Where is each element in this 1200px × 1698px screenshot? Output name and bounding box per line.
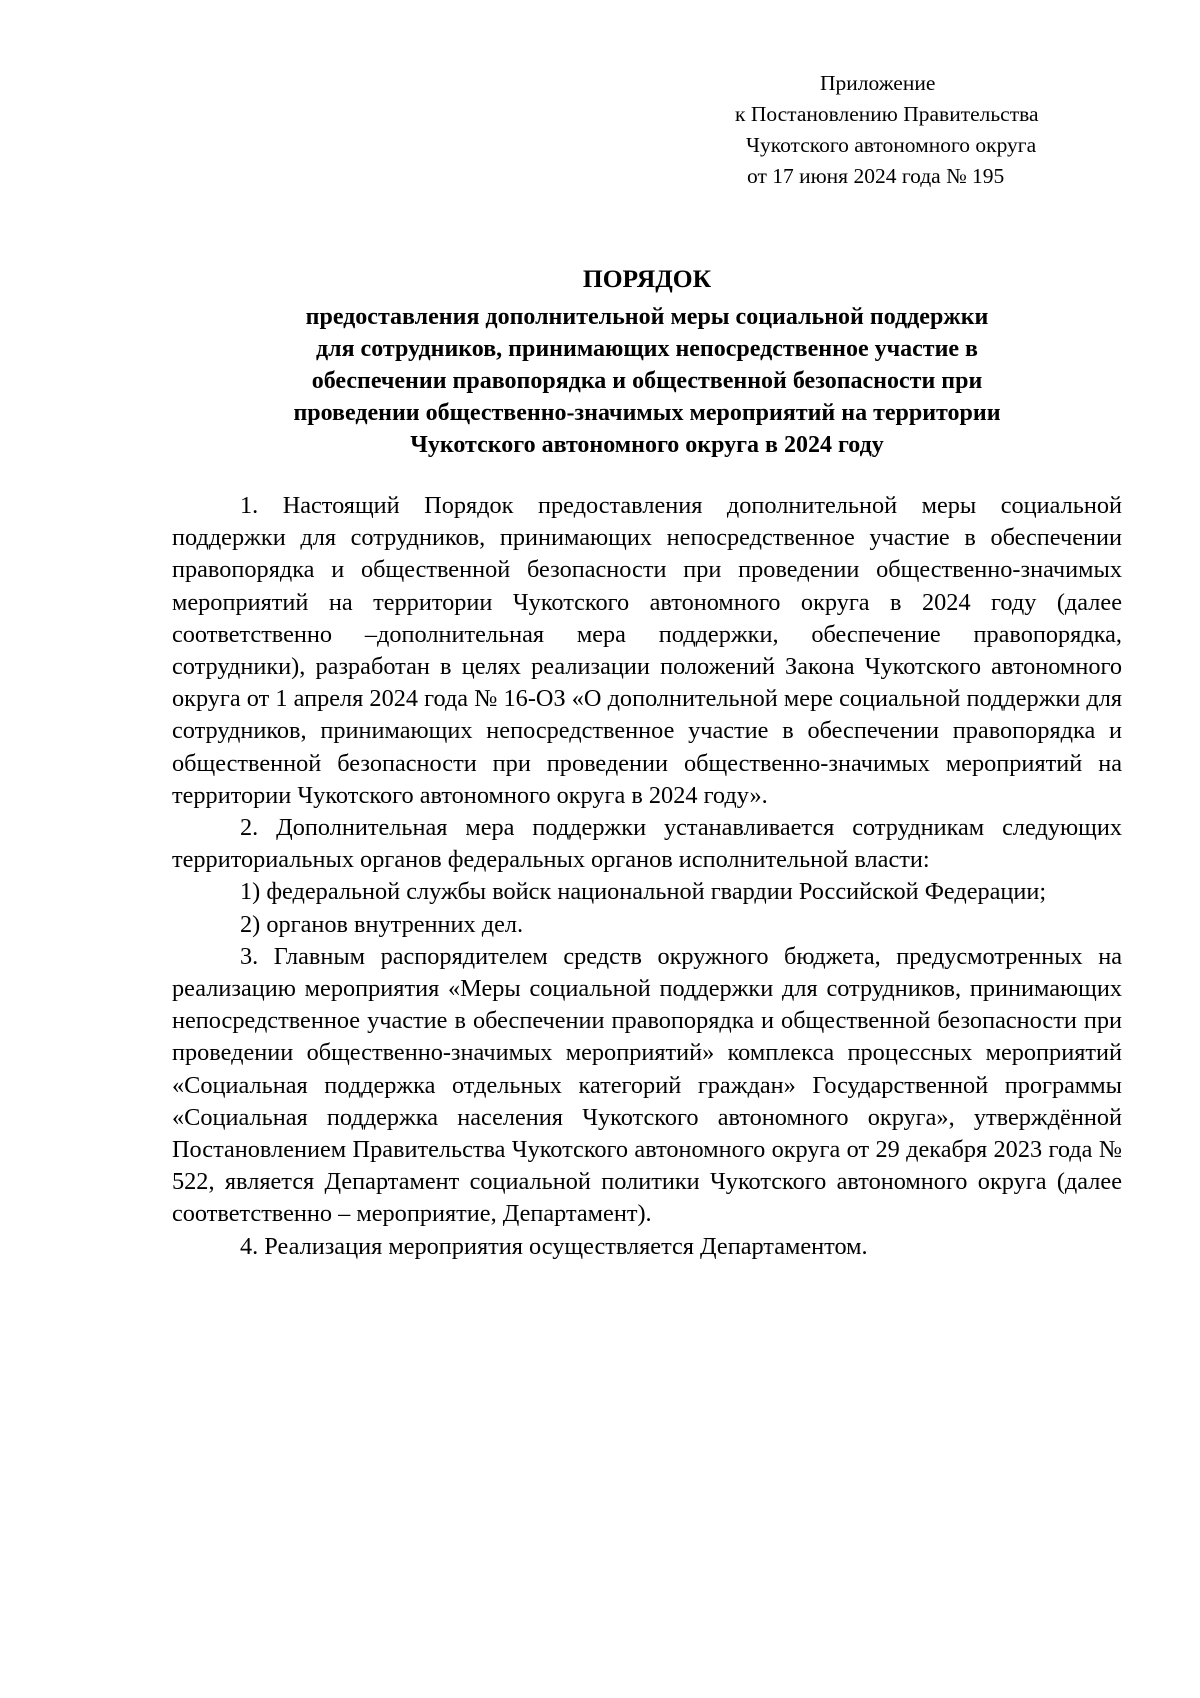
document-title xyxy=(172,263,1122,461)
paragraph-1: 1. Настоящий Порядок предоставления дополнительной меры социальной поддержки для сотрудников, принимающих непосредственное участие в обеспечении правопорядка и общественной безопасности при проведении общественно-значимых мероприятий на территории Чукотского автономного округа в 2024 году (далее соответственно –дополнительная мера поддержки, обеспечение правопорядка, сотрудники), разработан в целях реализации положений Закона Чукотского автономного округа от 1 апреля 2024 года № 16-ОЗ «О дополнительной мере социальной поддержки для сотрудников, принимающих непосредственное участие в обеспечении правопорядка и общественной безопасности при проведении общественно-значимых мероприятий на территории Чукотского автономного округа в 2024 году». xyxy=(172,492,1122,809)
document-body xyxy=(172,490,1122,1263)
paragraph-2-item-1: 1) федеральной службы войск национальной гвардии Российской Федерации; xyxy=(240,878,1047,906)
appendix-line: к Постановлению Правительства xyxy=(735,102,1039,126)
paragraph-3: 3. Главным распорядителем средств окружного бюджета, предусмотренных на реализацию мероприятия «Меры социальной поддержки для сотрудников, принимающих непосредственное участие в обеспечении правопорядка и общественной безопасности при проведении общественно-значимых мероприятий» комплекса процессных мероприятий «Социальная поддержка отдельных категорий граждан» Государственной программы «Социальная поддержка населения Чукотского автономного округа», утверждённой Постановлением Правительства Чукотского автономного округа от 29 декабря 2023 года № 522, является Департамент социальной политики Чукотского автономного округа (далее соответственно – мероприятие, Департамент). xyxy=(172,942,1122,1228)
title-line: проведении общественно-значимых мероприятий на территории xyxy=(293,400,1001,426)
title-line: Чукотского автономного округа в 2024 году xyxy=(410,432,884,458)
title-line: для сотрудников, принимающих непосредственное участие в xyxy=(315,336,979,362)
paragraph-4: 4. Реализация мероприятия осуществляется Департаментом. xyxy=(240,1232,868,1260)
appendix-line: от 17 июня 2024 года № 195 xyxy=(747,164,1005,188)
title-line: обеспечении правопорядка и общественной безопасности при xyxy=(311,368,983,394)
appendix-block xyxy=(720,68,1120,192)
appendix-line: Чукотского автономного округа xyxy=(746,133,1037,157)
title-main: ПОРЯДОК xyxy=(582,264,712,293)
paragraph-2: 2. Дополнительная мера поддержки устанавливается сотрудникам следующих территориальных органов федеральных органов исполнительной власти: xyxy=(172,814,1122,874)
title-line: предоставления дополнительной меры социальной поддержки xyxy=(305,304,989,330)
appendix-line: Приложение xyxy=(820,71,936,95)
paragraph-2-item-2: 2) органов внутренних дел. xyxy=(240,910,524,938)
